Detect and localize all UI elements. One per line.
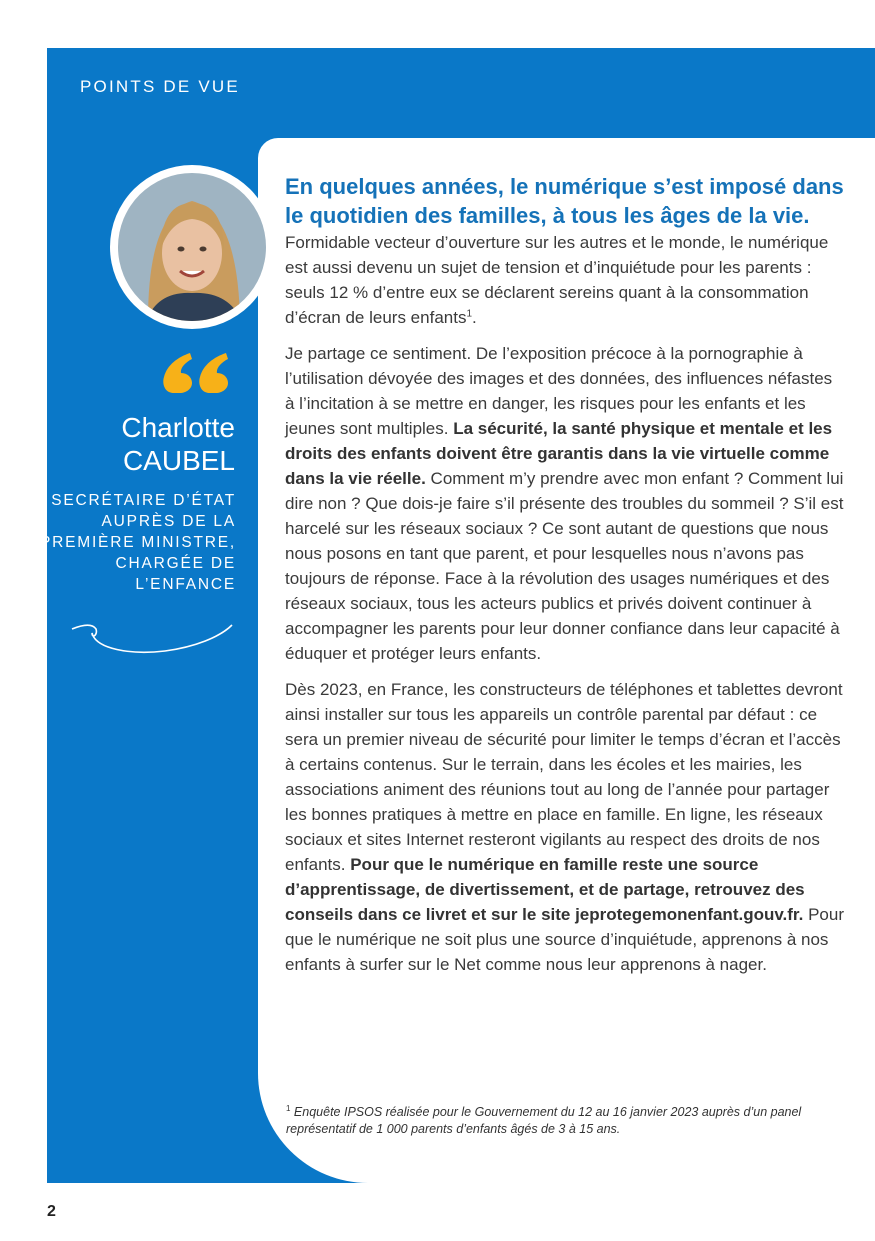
paragraph-3-text-b: Pour que le numérique ne soit plus une source d’inquiétude, apprenons à nos enfants à surfer sur le Net comme nous leur apprenons à nager. bbox=[285, 905, 844, 974]
paragraph-1-text: Formidable vecteur d’ouverture sur les autres et le monde, le numérique est aussi devenu un sujet de tension et d’inquiétude pour les parents : seuls 12 % d’entre eux se déclarent sereins quant à la consommation d’écran de leurs enfants bbox=[285, 233, 829, 327]
lead-sentence: En quelques années, le numérique s’est imposé dans le quotidien des familles, à tous les âges de la vie. bbox=[285, 174, 844, 228]
portrait-frame bbox=[110, 165, 274, 329]
quote-icon bbox=[160, 335, 230, 399]
footnote-number: 1 bbox=[286, 1103, 291, 1113]
page-number: 2 bbox=[47, 1203, 56, 1220]
paragraph-2-text-b: Comment m’y prendre avec mon enfant ? Comment lui dire non ? Que dois-je faire s’il présente des troubles du sommeil ? S’il est harcelé sur les réseaux sociaux ? Ce sont autant de questions que nous nous posons en tant que parent, et pour lesquelles nous n’avons pas toujours de réponse. Face à la révolution des usages numériques et des réseaux sociaux, tous les acteurs publics et privés doivent continuer à accompagner les parents pour leur donner confiance dans leur capacité à éduquer et protéger leurs enfants. bbox=[285, 469, 844, 663]
footnote-ref: 1 bbox=[466, 308, 473, 320]
portrait-photo bbox=[118, 173, 266, 321]
paragraph-1-end: . bbox=[472, 308, 477, 327]
article-body bbox=[285, 172, 845, 988]
squiggle-decoration bbox=[70, 615, 235, 660]
paragraph-3-text-a: Dès 2023, en France, les constructeurs de téléphones et tablettes devront ainsi installer sur tous les appareils un contrôle parental par défaut : ce sera un premier niveau de sécurité pour limiter le temps d’écran et l’accès à certains contenus. Sur le terrain, dans les écoles et les mairies, les associations animent des réunions tout au long de l’année pour partager les bonnes pratiques à mettre en place en famille. En ligne, les réseaux sociaux et sites Internet resteront vigilants au respect des droits de nos enfants. bbox=[285, 680, 843, 874]
footnote bbox=[286, 1104, 806, 1138]
author-role: SECRÉTAIRE D’ÉTAT AUPRÈS DE LA PREMIÈRE MINISTRE, CHARGÉE DE L’ENFANCE bbox=[39, 492, 236, 593]
footnote-text: Enquête IPSOS réalisée pour le Gouvernement du 12 au 16 janvier 2023 auprès d’un panel représentatif de 1 000 parents d’enfants âgés de 3 à 15 ans. bbox=[286, 1105, 802, 1136]
paragraph-3-emphasis: Pour que le numérique en famille reste une source d’apprentissage, de divertissement, et de partage, retrouvez des conseils dans ce livret et sur le site jeprotegemonenfant.gouv.fr. bbox=[285, 855, 805, 924]
author-first-name: Charlotte bbox=[121, 412, 235, 443]
author-last-name: CAUBEL bbox=[122, 445, 235, 476]
paragraph-2-text-a: Je partage ce sentiment. De l’exposition précoce à la pornographie à l’utilisation dévoyée des images et des données, des influences néfastes à l’incitation à se mettre en danger, les risques pour les enfants et les jeunes sont multiples. bbox=[285, 344, 833, 438]
paragraph-2 bbox=[285, 341, 845, 666]
paragraph-2-emphasis: La sécurité, la santé physique et mentale et les droits des enfants doivent être garantis dans la vie virtuelle comme dans la vie réelle. bbox=[285, 419, 833, 488]
section-label: POINTS DE VUE bbox=[80, 77, 240, 96]
paragraph-3 bbox=[285, 677, 845, 977]
paragraph-1 bbox=[285, 172, 845, 330]
